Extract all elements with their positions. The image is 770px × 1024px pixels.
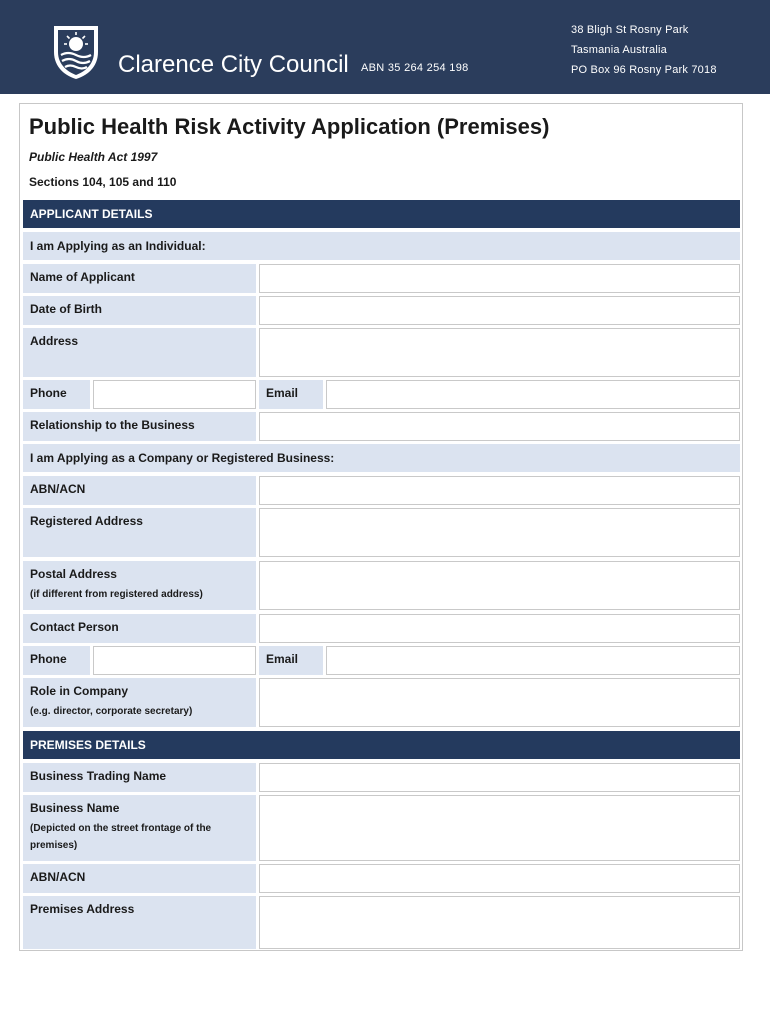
applicant-name-label: Name of Applicant [23,264,256,293]
address-line: PO Box 96 Rosny Park 7018 [571,64,717,76]
council-crest-icon [50,22,102,80]
relationship-label: Relationship to the Business [23,412,256,441]
postal-address-field[interactable] [259,561,740,610]
postal-address-label-text: Postal Address [30,567,117,581]
contact-person-field[interactable] [259,614,740,643]
postal-address-note: (if different from registered address) [30,589,203,600]
premises-address-field[interactable] [259,896,740,949]
date-of-birth-label: Date of Birth [23,296,256,325]
council-address [571,20,717,80]
section-applicant-details: APPLICANT DETAILS [23,200,740,228]
address-line: 38 Bligh St Rosny Park [571,24,689,36]
email-field[interactable] [326,380,740,409]
email-label: Email [259,380,323,409]
individual-heading: I am Applying as an Individual: [23,232,740,260]
company-abn-field[interactable] [259,476,740,505]
sections-reference: Sections 104, 105 and 110 [29,175,177,189]
relationship-field[interactable] [259,412,740,441]
trading-name-field[interactable] [259,763,740,792]
company-phone-field[interactable] [93,646,256,675]
act-reference: Public Health Act 1997 [29,150,158,164]
address-line: Tasmania Australia [571,44,667,56]
premises-abn-label: ABN/ACN [23,864,256,893]
address-label: Address [23,328,256,377]
business-name-label-text: Business Name [30,801,120,815]
company-phone-label: Phone [23,646,90,675]
registered-address-field[interactable] [259,508,740,557]
phone-field[interactable] [93,380,256,409]
role-in-company-label-text: Role in Company [30,684,129,698]
address-field[interactable] [259,328,740,377]
company-heading: I am Applying as a Company or Registered Business: [23,444,740,472]
business-name-label [23,795,256,861]
registered-address-label: Registered Address [23,508,256,557]
company-email-field[interactable] [326,646,740,675]
letterhead [0,0,770,94]
section-premises-details: PREMISES DETAILS [23,731,740,759]
phone-label: Phone [23,380,90,409]
business-name-field[interactable] [259,795,740,861]
premises-address-label: Premises Address [23,896,256,949]
business-name-note: (Depicted on the street frontage of the premises) [30,823,212,851]
role-in-company-note: (e.g. director, corporate secretary) [30,706,193,717]
postal-address-label [23,561,256,610]
form-title: Public Health Risk Activity Application (Premises) [29,114,550,139]
company-email-label: Email [259,646,323,675]
contact-person-label: Contact Person [23,614,256,643]
company-abn-label: ABN/ACN [23,476,256,505]
premises-abn-field[interactable] [259,864,740,893]
role-in-company-label [23,678,256,727]
council-name: Clarence City Council [118,51,349,78]
date-of-birth-field[interactable] [259,296,740,325]
trading-name-label: Business Trading Name [23,763,256,792]
role-in-company-field[interactable] [259,678,740,727]
applicant-name-field[interactable] [259,264,740,293]
council-abn: ABN 35 264 254 198 [361,62,469,74]
